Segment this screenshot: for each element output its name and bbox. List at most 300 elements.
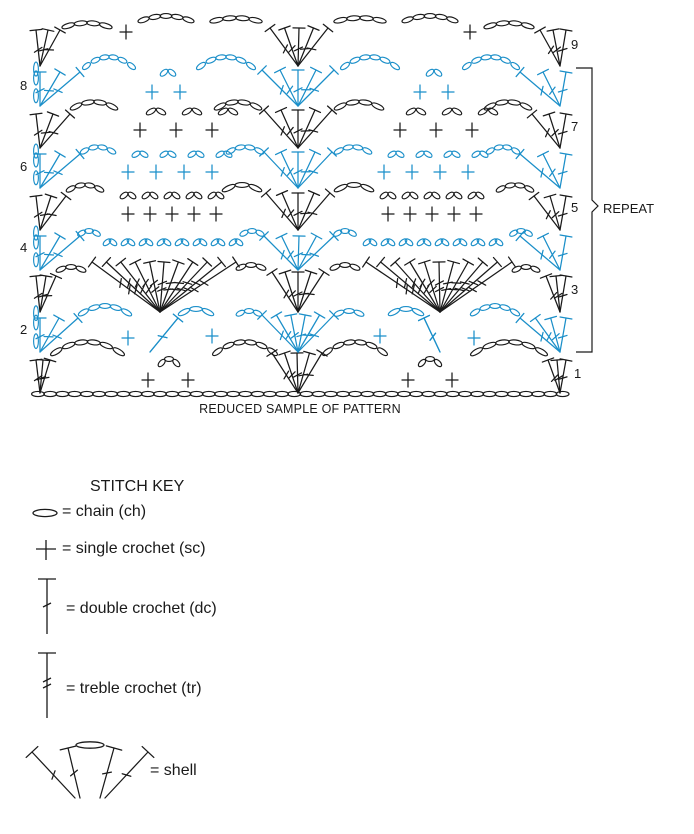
treble-crochet-icon: [30, 652, 60, 720]
chain-mark: [490, 54, 501, 60]
stitch-slash: [428, 280, 434, 286]
double-crochet-mark: [40, 72, 80, 106]
treble-crochet-mark: [160, 262, 207, 312]
chain-mark: [471, 391, 484, 396]
stitch-slash: [288, 210, 294, 217]
chain-mark: [149, 14, 161, 21]
row-number-9: 9: [571, 37, 579, 52]
chain-mark: [171, 191, 181, 200]
stitch-top-bar: [30, 29, 42, 30]
chain-mark: [544, 391, 557, 396]
chain-mark: [87, 339, 101, 345]
row-8: [34, 54, 572, 106]
chain-mark: [126, 61, 136, 71]
chain-mark: [139, 150, 149, 159]
chain-mark: [332, 341, 345, 350]
stitch-slash: [41, 132, 50, 133]
chain-mark: [195, 150, 205, 159]
stitch-slash: [430, 333, 436, 340]
chain-mark: [434, 391, 447, 396]
chain-mark: [77, 307, 89, 317]
chain-mark: [34, 226, 39, 240]
chain-mark: [181, 107, 192, 117]
chain-mark: [34, 89, 39, 103]
chain-mark: [215, 150, 225, 159]
double-crochet-mark: [264, 236, 298, 270]
chain-mark: [360, 183, 375, 193]
double-crochet-mark: [298, 28, 314, 66]
chain-mark: [424, 14, 436, 19]
chain-mark: [99, 304, 110, 309]
chain-mark: [333, 101, 347, 111]
chain-mark: [244, 339, 256, 345]
chain-mark: [361, 391, 374, 396]
stitch-top-bar: [363, 257, 370, 267]
stitch-slash: [120, 279, 122, 288]
stitch-top-bar: [267, 269, 277, 276]
double-crochet-mark: [36, 30, 40, 66]
chain-mark: [521, 22, 535, 30]
chain-mark: [84, 182, 95, 189]
stitch-top-bar: [51, 274, 62, 279]
chain-mark: [507, 391, 520, 396]
chain-mark: [435, 14, 447, 21]
chain-mark: [248, 16, 262, 24]
chain-mark: [202, 391, 215, 396]
chain-mark: [514, 182, 525, 189]
stitch-slash: [54, 171, 62, 175]
chain-mark: [34, 334, 39, 349]
chain-mark: [117, 56, 128, 64]
chain-mark: [376, 346, 388, 357]
row-number-2: 2: [20, 322, 28, 337]
double-crochet-mark: [40, 114, 70, 148]
chain-mark: [433, 68, 443, 78]
chain-mark: [520, 391, 533, 396]
double-crochet-mark: [266, 193, 298, 230]
stitch-slash: [288, 251, 293, 258]
stitch-top-bar: [319, 269, 329, 276]
double-crochet-mark: [285, 353, 299, 393]
stitch-top-bar: [61, 192, 71, 199]
chain-mark: [80, 391, 93, 396]
chain-mark: [187, 150, 197, 159]
double-crochet-mark: [298, 193, 330, 230]
chain-mark: [422, 391, 435, 396]
double-crochet-mark: [535, 318, 560, 352]
chain-mark: [167, 68, 177, 78]
double-crochet-mark: [298, 152, 332, 188]
chain-mark: [56, 391, 69, 396]
treble-crochet-mark: [160, 262, 193, 312]
chain-mark: [34, 171, 39, 185]
stitch-slash: [552, 130, 558, 136]
chain-mark: [191, 107, 202, 117]
chain-mark: [225, 54, 236, 60]
chain-mark: [88, 304, 100, 312]
double-crochet-mark: [298, 236, 334, 270]
double-crochet-mark: [543, 154, 560, 188]
stitch-slash: [281, 250, 284, 258]
chain-mark: [481, 54, 492, 60]
chain-mark: [182, 16, 195, 24]
chain-mark: [398, 391, 411, 396]
chain-mark: [321, 346, 333, 357]
chain-mark: [131, 150, 141, 159]
chain-mark: [234, 238, 244, 247]
stitch-top-bar: [158, 262, 170, 263]
chain-mark: [347, 229, 357, 238]
chain-mark: [65, 184, 76, 193]
chain-mark: [431, 191, 441, 200]
chain-mark: [446, 391, 459, 396]
row-number-5: 5: [571, 200, 579, 215]
chain-mark: [333, 146, 344, 155]
stitch-slash: [47, 214, 56, 216]
chain-mark: [110, 304, 122, 312]
chain-mark: [440, 238, 450, 247]
double-crochet-mark: [40, 114, 53, 148]
chain-mark: [459, 391, 472, 396]
double-crochet-mark: [298, 28, 299, 66]
chain-mark: [117, 391, 130, 396]
chain-mark: [225, 99, 238, 106]
chain-mark: [469, 308, 480, 318]
stitch-slash: [129, 285, 131, 294]
chain-mark: [93, 391, 106, 396]
repeat-label: REPEAT: [603, 201, 655, 216]
stitch-top-bar: [276, 191, 287, 196]
chain-mark: [379, 191, 389, 200]
chain-mark: [75, 265, 87, 274]
single-crochet-icon: [30, 540, 60, 564]
chain-mark: [75, 182, 86, 189]
row-number-8: 8: [20, 78, 28, 93]
chain-mark: [108, 238, 118, 247]
chain-mark: [556, 391, 569, 396]
chain-mark: [112, 346, 126, 357]
double-crochet-mark: [262, 70, 298, 106]
chain-mark: [239, 391, 252, 396]
chain-mark: [467, 191, 477, 200]
stitch-top-bar: [130, 259, 141, 264]
stitch-top-bar: [275, 67, 286, 72]
chain-mark: [411, 307, 424, 317]
chain-mark: [339, 61, 350, 71]
stitch-slash: [546, 129, 550, 137]
chain-mark: [401, 191, 411, 200]
chain-mark: [499, 304, 510, 312]
stitch-top-bar: [218, 257, 226, 266]
chain-mark: [209, 16, 223, 24]
chain-mark: [347, 183, 361, 188]
chain-mark: [349, 263, 361, 272]
chain-mark: [235, 183, 249, 188]
double-crochet-mark: [298, 70, 334, 106]
chain-mark: [97, 144, 107, 151]
chain-mark: [507, 99, 520, 106]
chain-mark: [251, 391, 264, 396]
stitch-slash: [444, 282, 453, 284]
chain-mark: [365, 341, 378, 350]
chain-mark: [337, 391, 350, 396]
chain-mark: [410, 391, 423, 396]
chain-mark: [490, 304, 501, 309]
chain-mark: [149, 191, 159, 200]
chain-mark: [400, 307, 413, 312]
chain-mark: [426, 357, 435, 362]
chain-mark: [34, 62, 39, 76]
double-crochet-mark: [298, 110, 332, 148]
stitch-top-bar: [276, 233, 287, 238]
stitch-slash: [310, 88, 318, 91]
chain-mark: [415, 150, 425, 159]
chain-mark: [225, 146, 236, 155]
stitch-top-bar: [55, 233, 65, 239]
chain-mark: [343, 144, 354, 151]
chain-mark: [511, 265, 522, 274]
chain-mark: [154, 391, 167, 396]
stitch-top-bar: [55, 27, 65, 33]
stitch-slash: [288, 127, 294, 134]
row-number-6: 6: [20, 159, 28, 174]
double-crochet-mark: [560, 114, 566, 148]
chain-mark: [401, 16, 414, 24]
chain-mark: [167, 150, 177, 159]
chain-mark: [423, 150, 433, 159]
stitch-slash: [45, 254, 54, 255]
double-crochet-mark: [549, 114, 560, 148]
chain-mark: [333, 16, 347, 24]
row-number-1: 1: [574, 366, 582, 381]
chain-mark: [476, 238, 486, 247]
treble-crochet-mark: [424, 262, 440, 312]
stitch-slash: [307, 48, 316, 50]
row-number-3: 3: [571, 282, 579, 297]
chain-mark: [160, 14, 172, 19]
chain-mark: [422, 238, 432, 247]
chain-mark: [509, 308, 520, 318]
chain-mark: [312, 391, 325, 396]
chain-mark: [346, 99, 360, 106]
chain-mark: [106, 146, 117, 155]
stitch-top-bar: [55, 151, 65, 157]
chain-mark: [178, 391, 191, 396]
chain-mark: [254, 146, 265, 155]
chain-mark: [248, 229, 257, 234]
stitch-slash: [304, 375, 313, 376]
chain-mark: [495, 184, 506, 193]
stitch-top-bar: [88, 257, 95, 267]
chain-mark: [237, 99, 250, 106]
chain-mark: [248, 183, 263, 193]
key-label-single-crochet: = single crochet (sc): [62, 540, 206, 557]
chain-mark: [172, 358, 182, 368]
chain-mark: [495, 391, 508, 396]
double-crochet-mark: [40, 154, 80, 188]
chain-mark: [99, 341, 113, 350]
stitch-slash: [396, 279, 397, 288]
treble-crochet-mark: [160, 262, 236, 312]
chain-mark: [93, 99, 106, 106]
stitch-top-bar: [54, 315, 64, 321]
stitch-top-bar: [538, 69, 549, 74]
chain-mark: [458, 238, 468, 247]
chain-mark: [235, 309, 245, 317]
chain-mark: [425, 68, 435, 78]
chain-mark: [483, 22, 497, 30]
double-crochet-mark: [560, 72, 566, 106]
chain-mark: [205, 56, 217, 65]
row-7: [30, 99, 572, 148]
chain-mark: [94, 184, 105, 193]
stitch-top-bar: [538, 151, 549, 156]
chain-mark: [141, 391, 154, 396]
shell-key-slash: [52, 771, 55, 779]
chain-mark: [79, 146, 90, 155]
stitch-top-bar: [30, 113, 42, 114]
stitch-top-bar: [271, 312, 281, 318]
chain-mark: [120, 307, 132, 317]
chain-mark: [471, 150, 481, 159]
stitch-slash: [45, 172, 54, 173]
stitch-top-bar: [535, 27, 545, 33]
treble-crochet-mark: [135, 262, 160, 312]
stitch-top-bar: [527, 110, 536, 118]
chain-mark: [329, 263, 341, 272]
chain-mark: [88, 144, 98, 151]
chain-mark: [44, 391, 57, 396]
double-crochet-mark: [560, 196, 566, 230]
double-crochet-mark: [40, 30, 60, 66]
chain-mark: [300, 391, 313, 396]
chain-mark: [387, 307, 400, 317]
chain-mark: [495, 99, 508, 106]
stitch-slash: [282, 209, 285, 217]
stitch-top-bar: [311, 233, 322, 239]
chain-mark: [66, 265, 77, 270]
stitch-slash: [303, 335, 312, 336]
chain-mark: [333, 309, 345, 318]
chain-mark: [510, 61, 521, 71]
chain-mark: [276, 391, 289, 396]
chain-mark: [387, 150, 397, 159]
double-crochet-mark: [298, 272, 311, 312]
chain-mark: [413, 14, 425, 21]
stitch-top-bar: [529, 192, 539, 199]
chain-mark: [190, 307, 203, 312]
chain-mark: [207, 191, 217, 200]
chain-mark: [233, 339, 245, 345]
chain-mark: [387, 191, 397, 200]
row-number-4: 4: [20, 240, 28, 255]
chain-mark: [354, 339, 366, 345]
chain-mark: [352, 144, 363, 151]
chain-mark: [446, 16, 459, 24]
chain-mark: [324, 391, 337, 396]
stitch-slash: [192, 281, 200, 285]
chain-mark: [163, 191, 173, 200]
treble-crochet-mark: [440, 262, 468, 312]
stitch-slash: [280, 86, 283, 94]
chain-mark: [253, 309, 263, 317]
chain-mark: [105, 102, 118, 112]
chain-icon: [30, 503, 60, 523]
stitch-top-bar: [509, 257, 516, 267]
chain-mark: [193, 191, 203, 200]
chain-mark: [249, 102, 262, 112]
chain-mark: [471, 56, 482, 65]
chain-mark: [343, 339, 355, 345]
chain-mark: [127, 191, 137, 200]
repeat-bracket: [576, 68, 598, 352]
double-crochet-mark: [550, 196, 560, 230]
repeat-bracket-line: [576, 68, 598, 352]
chain-mark: [415, 107, 426, 117]
stitch-top-bar: [314, 312, 324, 318]
chain-mark: [235, 56, 247, 65]
stitch-top-bar: [311, 67, 322, 72]
chain-mark: [236, 15, 250, 21]
chain-mark: [145, 107, 156, 117]
chain-mark: [409, 191, 419, 200]
chain-mark: [68, 391, 81, 396]
chain-mark: [180, 238, 190, 247]
chain-mark: [524, 184, 535, 193]
stitch-top-bar: [188, 259, 198, 266]
chain-mark: [360, 15, 374, 21]
double-crochet-mark: [560, 318, 566, 352]
chain-mark: [216, 238, 226, 247]
chain-mark: [185, 191, 195, 200]
chain-mark: [211, 346, 223, 357]
stitch-top-bar: [308, 191, 319, 196]
chain-mark: [198, 238, 208, 247]
row-6: [34, 144, 572, 188]
chain-mark: [505, 182, 516, 189]
double-crochet-mark: [543, 236, 560, 270]
chain-mark: [162, 238, 172, 247]
key-label-chain: = chain (ch): [62, 503, 147, 520]
stitch-top-bar: [538, 233, 549, 238]
double-crochet-mark: [36, 360, 40, 393]
double-crochet-mark: [36, 114, 40, 148]
chain-mark: [333, 183, 348, 193]
chain-mark: [379, 56, 391, 65]
chain-mark: [235, 144, 246, 151]
chain-mark: [144, 238, 154, 247]
crochet-chart: [0, 0, 694, 400]
chain-mark: [244, 144, 255, 151]
foundation-chain: [32, 391, 569, 396]
stitch-slash: [53, 335, 61, 338]
chain-mark: [74, 20, 88, 26]
stitch-slash: [166, 283, 175, 284]
chain-mark: [86, 20, 100, 26]
double-crochet-mark: [543, 72, 560, 106]
stitch-top-bar: [405, 259, 415, 265]
stitch-top-bar: [276, 108, 287, 113]
row-4: [34, 226, 572, 270]
chain-mark: [451, 150, 461, 159]
chain-mark: [74, 339, 88, 345]
chain-mark: [494, 144, 504, 151]
chain-mark: [532, 391, 545, 396]
stitch-slash: [175, 282, 184, 283]
chain-mark: [215, 391, 228, 396]
chain-mark: [358, 99, 372, 106]
chain-mark: [201, 307, 214, 317]
